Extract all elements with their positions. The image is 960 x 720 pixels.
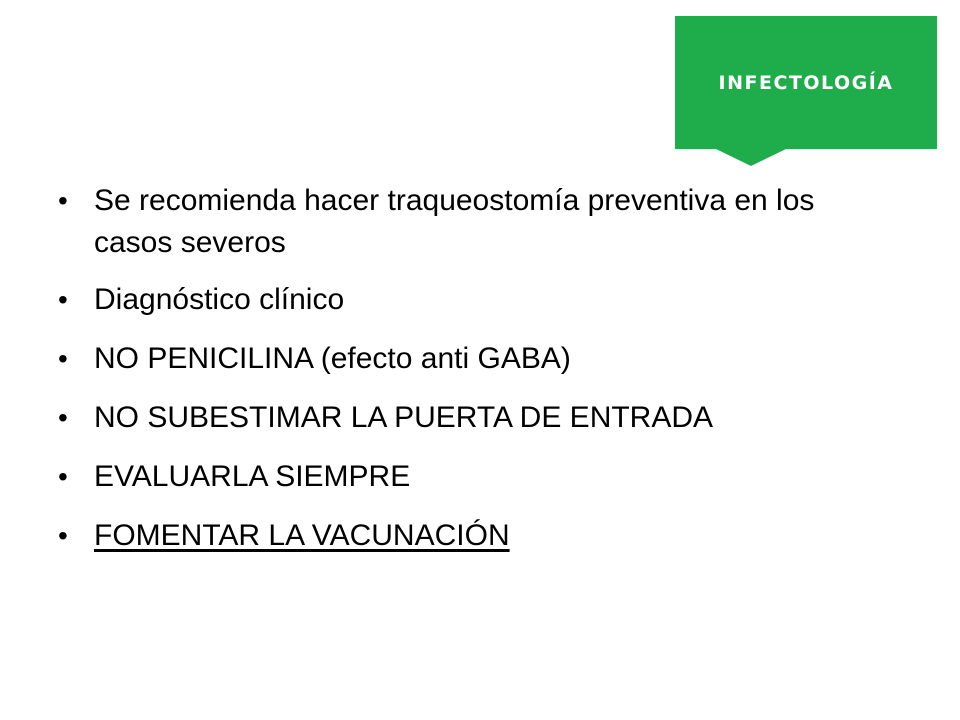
bullet-icon: • [58, 520, 68, 551]
bullet-icon: • [58, 343, 68, 374]
bullet-text: NO SUBESTIMAR LA PUERTA DE ENTRADA [94, 401, 714, 434]
bullet-icon: • [58, 185, 68, 216]
bullet-item [58, 279, 858, 321]
bullet-text: NO PENICILINA (efecto anti GABA) [94, 342, 571, 375]
bullet-text: EVALUARLA SIEMPRE [94, 460, 411, 493]
bullet-text: Diagnóstico clínico [94, 283, 345, 316]
bullet-icon: • [58, 461, 68, 492]
bullet-item [58, 180, 858, 264]
category-tag-pointer [716, 149, 786, 166]
bullet-text-underlined: FOMENTAR LA VACUNACIÓN [94, 519, 510, 552]
bullet-item [58, 338, 858, 380]
bullet-item [58, 515, 858, 557]
category-tag-label: INFECTOLOGÍA [718, 71, 894, 94]
bullet-list [58, 180, 858, 574]
bullet-text: Se recomienda hacer traqueostomía preventiva en los casos severos [94, 184, 815, 259]
bullet-item [58, 397, 858, 439]
bullet-icon: • [58, 284, 68, 315]
bullet-item [58, 456, 858, 498]
bullet-icon: • [58, 402, 68, 433]
